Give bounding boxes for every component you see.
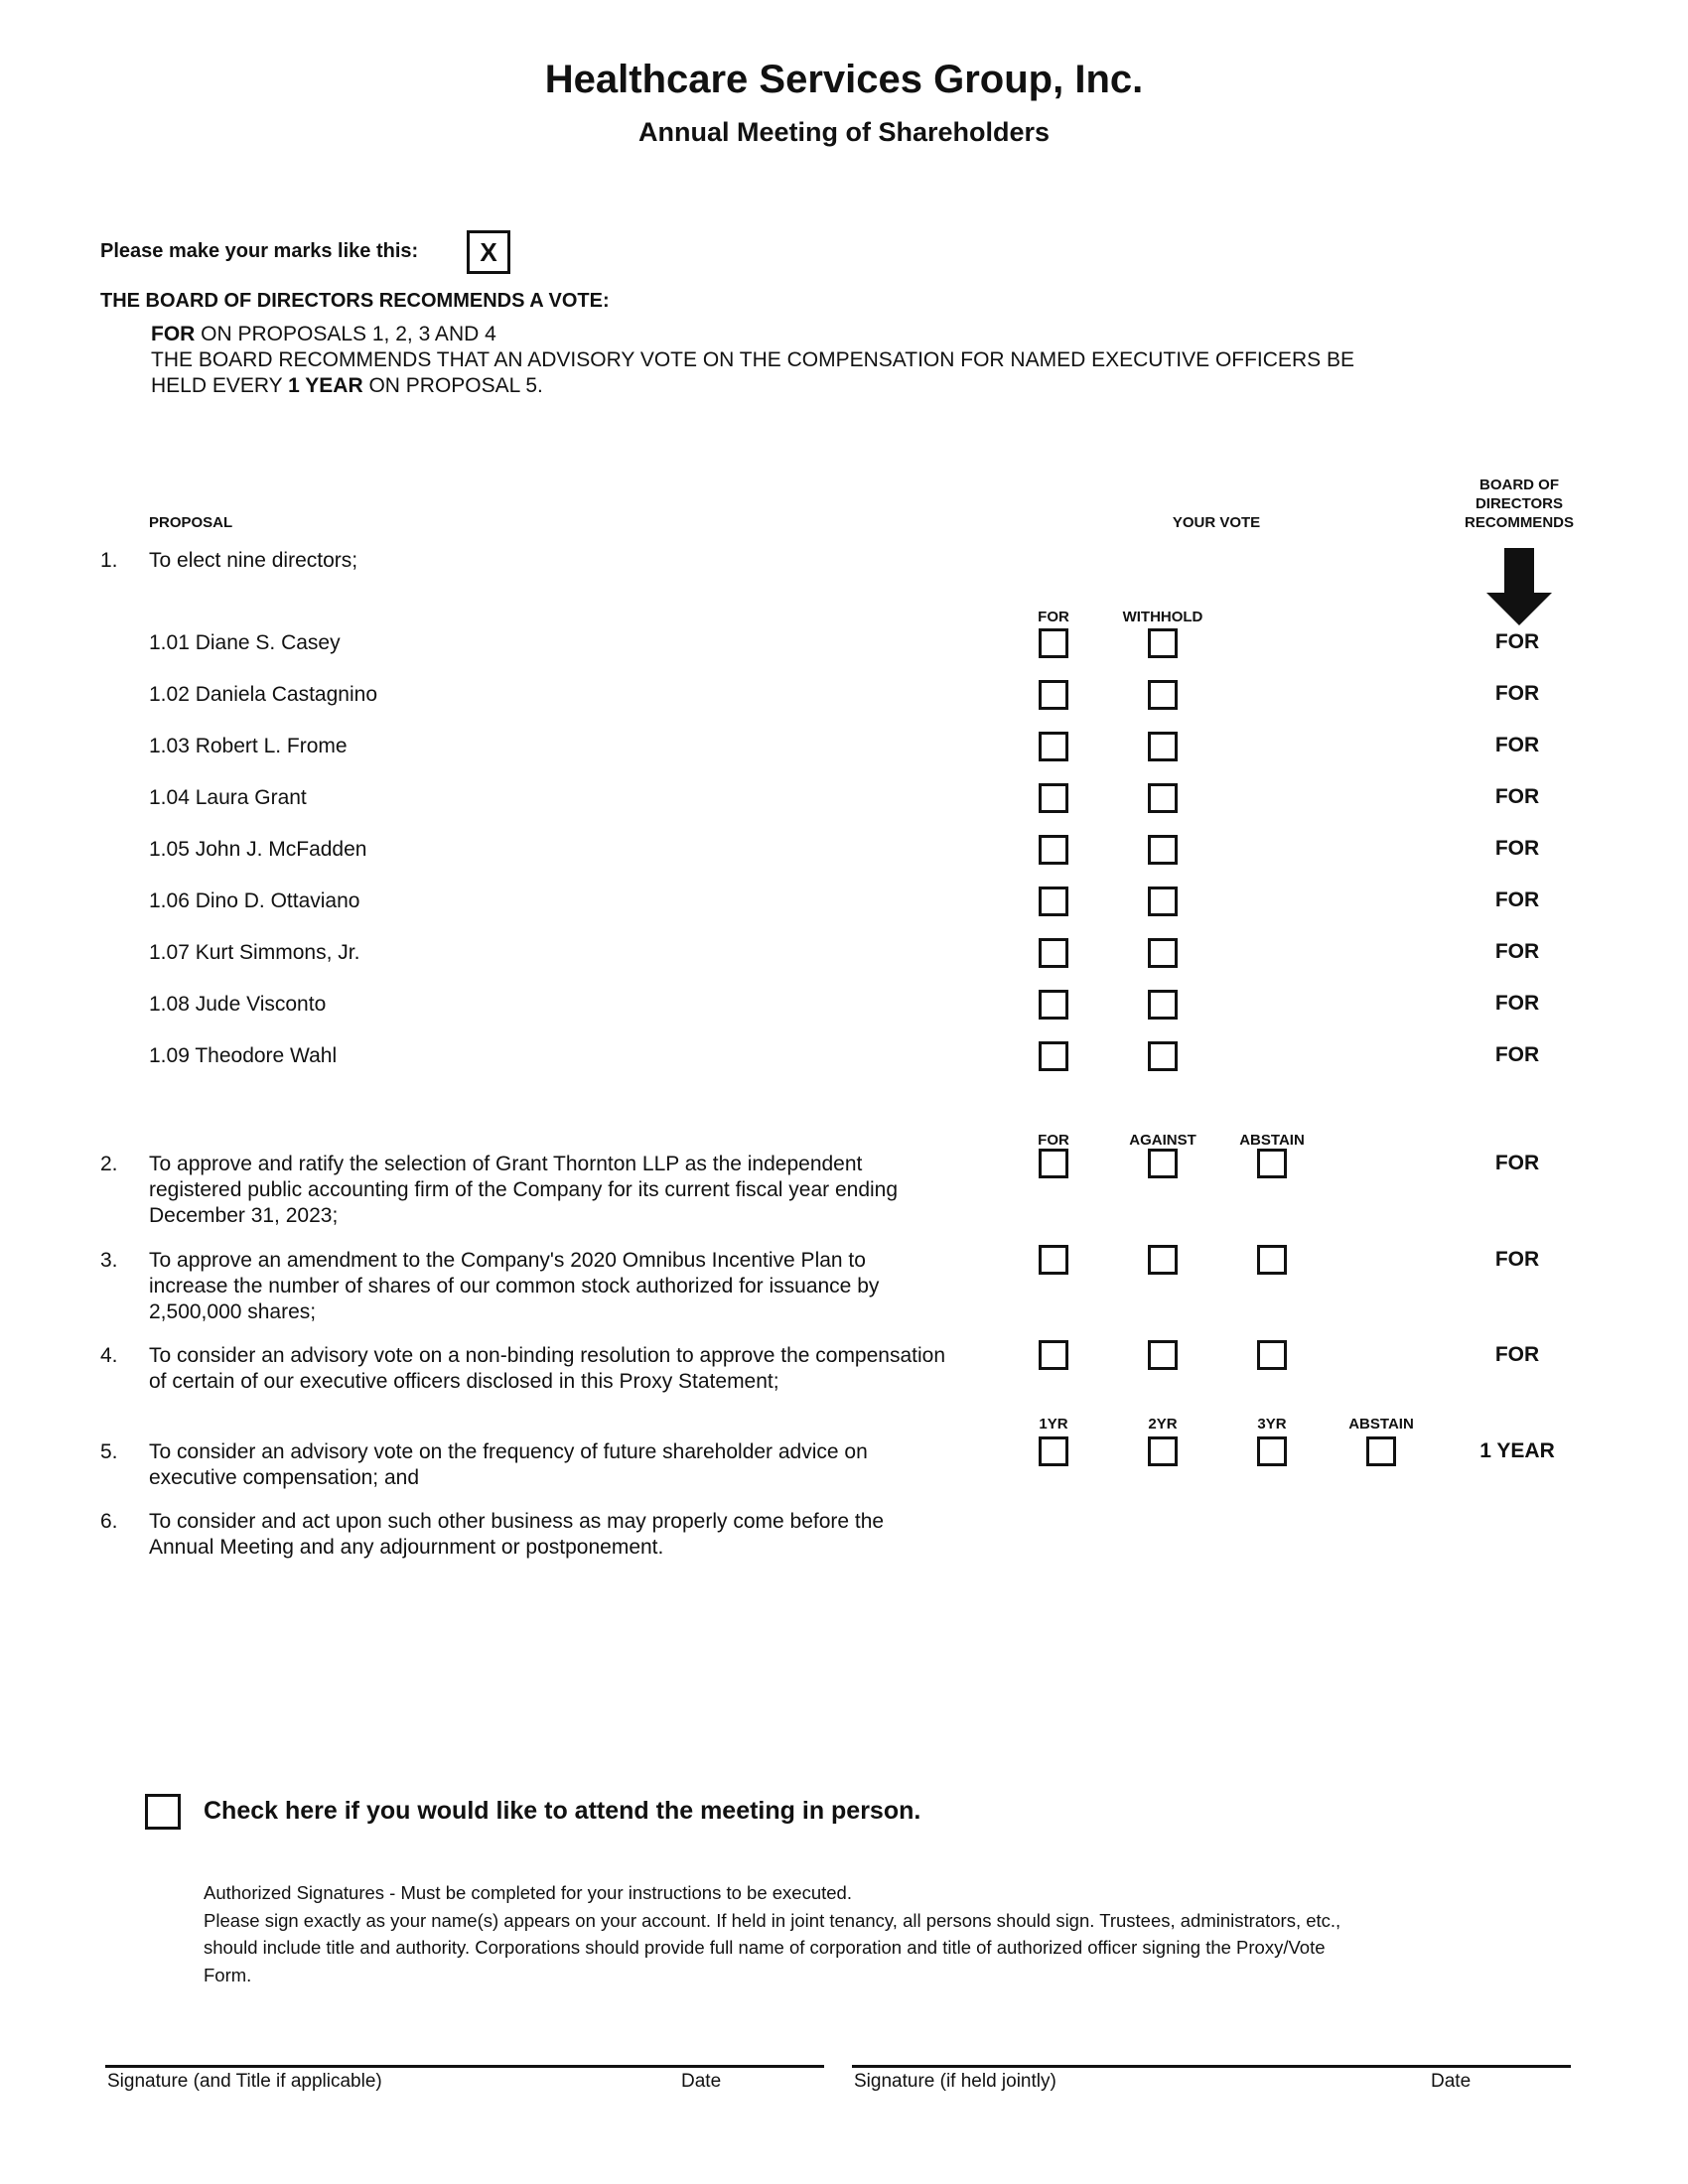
proposal-6-line1: To consider and act upon such other business as may properly come before the — [149, 1510, 885, 1533]
director-for-checkbox[interactable] — [1039, 990, 1068, 1020]
proposal-5-line1: To consider an advisory vote on the frequency of future shareholder advice on — [149, 1440, 868, 1463]
signature-instructions — [204, 1879, 1340, 1988]
example-mark-box: X — [467, 230, 510, 274]
page-subtitle: Annual Meeting of Shareholders — [637, 117, 1051, 147]
director-name: 1.05 John J. McFadden — [149, 838, 367, 861]
your-vote-header: YOUR VOTE — [1172, 514, 1261, 531]
director-withhold-checkbox[interactable] — [1148, 938, 1178, 968]
board-recommendation-line2: THE BOARD RECOMMENDS THAT AN ADVISORY VOTE ON THE COMPENSATION FOR NAMED EXECUTIVE OFFICERS BE — [151, 348, 1354, 371]
director-name: 1.04 Laura Grant — [149, 786, 307, 809]
proposal-abstain-checkbox[interactable] — [1257, 1149, 1287, 1178]
attend-in-person-checkbox[interactable] — [145, 1794, 181, 1830]
signature-line-2[interactable] — [852, 2065, 1571, 2068]
director-name: 1.09 Theodore Wahl — [149, 1044, 338, 1067]
director-withhold-checkbox[interactable] — [1148, 680, 1178, 710]
director-for-checkbox[interactable] — [1039, 732, 1068, 761]
director-name: 1.01 Diane S. Casey — [149, 631, 341, 654]
signature-1-label: Signature (and Title if applicable) — [107, 2071, 382, 2092]
signature-instruction-line: Authorized Signatures - Must be completed for your instructions to be executed. — [204, 1882, 852, 1903]
director-for-checkbox[interactable] — [1039, 628, 1068, 658]
director-recommendation: FOR — [1494, 734, 1540, 756]
director-recommendation: FOR — [1494, 785, 1540, 808]
director-name: 1.06 Dino D. Ottaviano — [149, 889, 360, 912]
director-name: 1.03 Robert L. Frome — [149, 735, 348, 757]
rec-for-bold: FOR — [151, 323, 196, 345]
proposal-text-line: of certain of our executive officers disclosed in this Proxy Statement; — [149, 1370, 779, 1393]
board-recommends-header — [1435, 476, 1604, 532]
proposal-abstain-checkbox[interactable] — [1257, 1340, 1287, 1370]
director-name: 1.02 Daniela Castagnino — [149, 683, 377, 706]
col-for-header-2: FOR — [1038, 1132, 1069, 1149]
director-for-checkbox[interactable] — [1039, 887, 1068, 916]
col-3yr-header: 3YR — [1257, 1416, 1287, 1433]
proposal-5-abstain-checkbox[interactable] — [1366, 1436, 1396, 1466]
proposal-against-checkbox[interactable] — [1148, 1245, 1178, 1275]
director-recommendation: FOR — [1494, 682, 1540, 705]
date-1-label: Date — [681, 2071, 722, 2092]
proposal-1-number: 1. — [100, 549, 118, 572]
col-against-header: AGAINST — [1129, 1132, 1196, 1149]
director-withhold-checkbox[interactable] — [1148, 887, 1178, 916]
arrow-down-icon — [1479, 548, 1559, 627]
proposal-text-line: To approve an amendment to the Company's 2020 Omnibus Incentive Plan to — [149, 1249, 866, 1272]
date-2-label: Date — [1431, 2071, 1472, 2092]
proposal-6-number: 6. — [100, 1510, 118, 1533]
proposal-5-line2: executive compensation; and — [149, 1466, 420, 1489]
col-2yr-header: 2YR — [1148, 1416, 1178, 1433]
signature-instruction-line: should include title and authority. Corporations should provide full name of corporation and title of authorized officer signing the Proxy/Vote — [204, 1937, 1326, 1958]
proposal-recommendation: FOR — [1494, 1248, 1540, 1271]
director-for-checkbox[interactable] — [1039, 1041, 1068, 1071]
director-withhold-checkbox[interactable] — [1148, 732, 1178, 761]
board-recommendation-heading: THE BOARD OF DIRECTORS RECOMMENDS A VOTE: — [100, 290, 610, 312]
proposal-number: 4. — [100, 1344, 118, 1367]
col-abstain-header-5: ABSTAIN — [1348, 1416, 1414, 1433]
board-recommendation-line3 — [151, 373, 543, 399]
proposal-5-3yr-checkbox[interactable] — [1257, 1436, 1287, 1466]
proposal-recommendation: FOR — [1494, 1343, 1540, 1366]
proposal-1-text: To elect nine directors; — [149, 549, 358, 572]
director-for-checkbox[interactable] — [1039, 835, 1068, 865]
marks-instruction: Please make your marks like this: — [100, 240, 419, 262]
proposal-abstain-checkbox[interactable] — [1257, 1245, 1287, 1275]
proposal-text-line: To approve and ratify the selection of Grant Thornton LLP as the independent — [149, 1153, 863, 1175]
proposal-against-checkbox[interactable] — [1148, 1340, 1178, 1370]
director-withhold-checkbox[interactable] — [1148, 1041, 1178, 1071]
signature-instruction-line: Form. — [204, 1964, 252, 1985]
rec-line1-rest: ON PROPOSALS 1, 2, 3 AND 4 — [195, 323, 496, 345]
proposal-recommendation: FOR — [1494, 1152, 1540, 1174]
director-for-checkbox[interactable] — [1039, 938, 1068, 968]
proposal-text-line: registered public accounting firm of the Company for its current fiscal year ending — [149, 1178, 899, 1201]
proposal-for-checkbox[interactable] — [1039, 1340, 1068, 1370]
director-recommendation: FOR — [1494, 837, 1540, 860]
proposal-text-line: 2,500,000 shares; — [149, 1300, 317, 1323]
rec-line3-post: ON PROPOSAL 5. — [362, 374, 543, 397]
proposal-5-number: 5. — [100, 1440, 118, 1463]
proposal-5-2yr-checkbox[interactable] — [1148, 1436, 1178, 1466]
rec-line3-bold: 1 YEAR — [288, 374, 363, 397]
rec-line3-pre: HELD EVERY — [151, 374, 289, 397]
proposal-text-line: December 31, 2023; — [149, 1204, 339, 1227]
director-for-checkbox[interactable] — [1039, 783, 1068, 813]
signature-line-1[interactable] — [105, 2065, 824, 2068]
proposal-number: 2. — [100, 1153, 118, 1175]
board-header-line3: RECOMMENDS — [1464, 514, 1574, 531]
attend-in-person-label: Check here if you would like to attend the meeting in person. — [204, 1797, 921, 1825]
board-header-line1: BOARD OF — [1479, 477, 1559, 493]
director-withhold-checkbox[interactable] — [1148, 990, 1178, 1020]
proposal-text-line: increase the number of shares of our common stock authorized for issuance by — [149, 1275, 880, 1297]
director-withhold-checkbox[interactable] — [1148, 628, 1178, 658]
director-withhold-checkbox[interactable] — [1148, 835, 1178, 865]
proposal-text-line: To consider an advisory vote on a non-binding resolution to approve the compensation — [149, 1344, 946, 1367]
proposal-5-recommendation: 1 YEAR — [1479, 1439, 1555, 1462]
proposal-against-checkbox[interactable] — [1148, 1149, 1178, 1178]
col-1yr-header: 1YR — [1039, 1416, 1068, 1433]
proposal-column-header: PROPOSAL — [149, 514, 233, 531]
director-recommendation: FOR — [1494, 992, 1540, 1015]
proposal-6-line2: Annual Meeting and any adjournment or postponement. — [149, 1536, 664, 1559]
proposal-for-checkbox[interactable] — [1039, 1149, 1068, 1178]
signature-instruction-line: Please sign exactly as your name(s) appears on your account. If held in joint tenancy, all persons should sign. Trustees, administrators, etc., — [204, 1909, 1341, 1931]
board-recommendation-line1 — [151, 322, 496, 347]
director-recommendation: FOR — [1494, 630, 1540, 653]
proposal-number: 3. — [100, 1249, 118, 1272]
col-for-header: FOR — [1038, 609, 1069, 625]
proposal-5-1yr-checkbox[interactable] — [1039, 1436, 1068, 1466]
signature-2-label: Signature (if held jointly) — [854, 2071, 1056, 2092]
page-title: Healthcare Services Group, Inc. — [544, 58, 1144, 101]
board-header-line2: DIRECTORS — [1475, 495, 1564, 512]
director-name: 1.07 Kurt Simmons, Jr. — [149, 941, 360, 964]
proposal-for-checkbox[interactable] — [1039, 1245, 1068, 1275]
director-recommendation: FOR — [1494, 940, 1540, 963]
director-recommendation: FOR — [1494, 1043, 1540, 1066]
director-withhold-checkbox[interactable] — [1148, 783, 1178, 813]
col-withhold-header: WITHHOLD — [1122, 609, 1203, 625]
col-abstain-header: ABSTAIN — [1239, 1132, 1305, 1149]
director-name: 1.08 Jude Visconto — [149, 993, 327, 1016]
director-recommendation: FOR — [1494, 888, 1540, 911]
director-for-checkbox[interactable] — [1039, 680, 1068, 710]
